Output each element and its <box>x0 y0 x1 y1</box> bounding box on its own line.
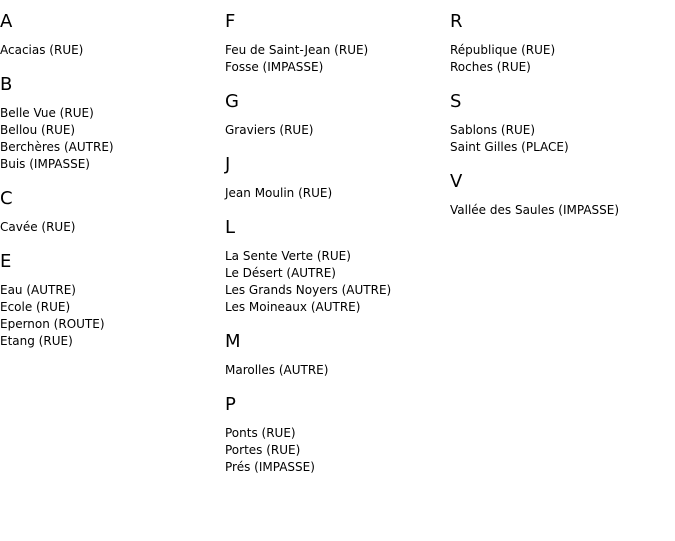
street-link[interactable]: Jean Moulin (RUE) <box>225 186 333 200</box>
street-link[interactable]: Marolles (AUTRE) <box>225 363 329 377</box>
letter-heading: R <box>450 11 463 32</box>
street-list <box>225 248 391 316</box>
street-link[interactable]: La Sente Verte (RUE) <box>225 249 351 263</box>
letter-heading: A <box>0 11 13 32</box>
street-link[interactable]: Buis (IMPASSE) <box>0 157 90 171</box>
street-link[interactable]: Graviers (RUE) <box>225 123 314 137</box>
street-list <box>0 42 114 59</box>
street-link[interactable]: Epernon (ROUTE) <box>0 317 105 331</box>
letter-heading: V <box>450 171 463 192</box>
street-link[interactable]: Vallée des Saules (IMPASSE) <box>450 203 620 217</box>
street-link[interactable]: Eau (AUTRE) <box>0 283 76 297</box>
street-index-column-2 <box>225 0 391 476</box>
letter-group-c <box>0 188 114 236</box>
street-link[interactable]: Cavée (RUE) <box>0 220 76 234</box>
letter-group-j <box>225 154 391 202</box>
street-index-column-1 <box>0 0 114 350</box>
street-list <box>0 282 114 350</box>
letter-group-e <box>0 251 114 350</box>
street-list <box>225 122 391 139</box>
letter-group-g <box>225 91 391 139</box>
street-link[interactable]: Sablons (RUE) <box>450 123 536 137</box>
street-list <box>450 202 619 219</box>
letter-group-v <box>450 171 619 219</box>
street-list <box>0 219 114 236</box>
letter-group-p <box>225 394 391 476</box>
street-list <box>225 362 391 379</box>
letter-heading: F <box>225 11 236 32</box>
letter-group-m <box>225 331 391 379</box>
street-link[interactable]: Fosse (IMPASSE) <box>225 60 324 74</box>
street-link[interactable]: Les Grands Noyers (AUTRE) <box>225 283 392 297</box>
street-list <box>0 105 114 173</box>
street-link[interactable]: Etang (RUE) <box>0 334 73 348</box>
street-list <box>450 42 619 76</box>
street-link[interactable]: République (RUE) <box>450 43 556 57</box>
street-link[interactable]: Acacias (RUE) <box>0 43 84 57</box>
letter-heading: C <box>0 188 13 209</box>
street-list <box>450 122 619 156</box>
street-list <box>225 425 391 476</box>
street-link[interactable]: Portes (RUE) <box>225 443 301 457</box>
letter-heading: M <box>225 331 241 352</box>
letter-group-f <box>225 11 391 76</box>
street-list <box>225 185 391 202</box>
letter-group-a <box>0 11 114 59</box>
letter-heading: S <box>450 91 462 112</box>
letter-group-s <box>450 91 619 156</box>
letter-group-r <box>450 11 619 76</box>
street-link[interactable]: Feu de Saint-Jean (RUE) <box>225 43 369 57</box>
street-link[interactable]: Belle Vue (RUE) <box>0 106 94 120</box>
letter-heading: P <box>225 394 236 415</box>
street-list <box>225 42 391 76</box>
street-link[interactable]: Saint Gilles (PLACE) <box>450 140 569 154</box>
street-link[interactable]: Les Moineaux (AUTRE) <box>225 300 361 314</box>
street-link[interactable]: Le Désert (AUTRE) <box>225 266 336 280</box>
street-link[interactable]: Roches (RUE) <box>450 60 531 74</box>
street-link[interactable]: Bellou (RUE) <box>0 123 76 137</box>
letter-heading: J <box>225 154 231 175</box>
letter-heading: B <box>0 74 13 95</box>
letter-group-l <box>225 217 391 316</box>
letter-group-b <box>0 74 114 173</box>
street-link[interactable]: Prés (IMPASSE) <box>225 460 315 474</box>
street-index-column-3 <box>450 0 619 219</box>
street-link[interactable]: Berchères (AUTRE) <box>0 140 114 154</box>
letter-heading: L <box>225 217 236 238</box>
street-link[interactable]: Ecole (RUE) <box>0 300 71 314</box>
letter-heading: G <box>225 91 239 112</box>
letter-heading: E <box>0 251 12 272</box>
street-link[interactable]: Ponts (RUE) <box>225 426 296 440</box>
